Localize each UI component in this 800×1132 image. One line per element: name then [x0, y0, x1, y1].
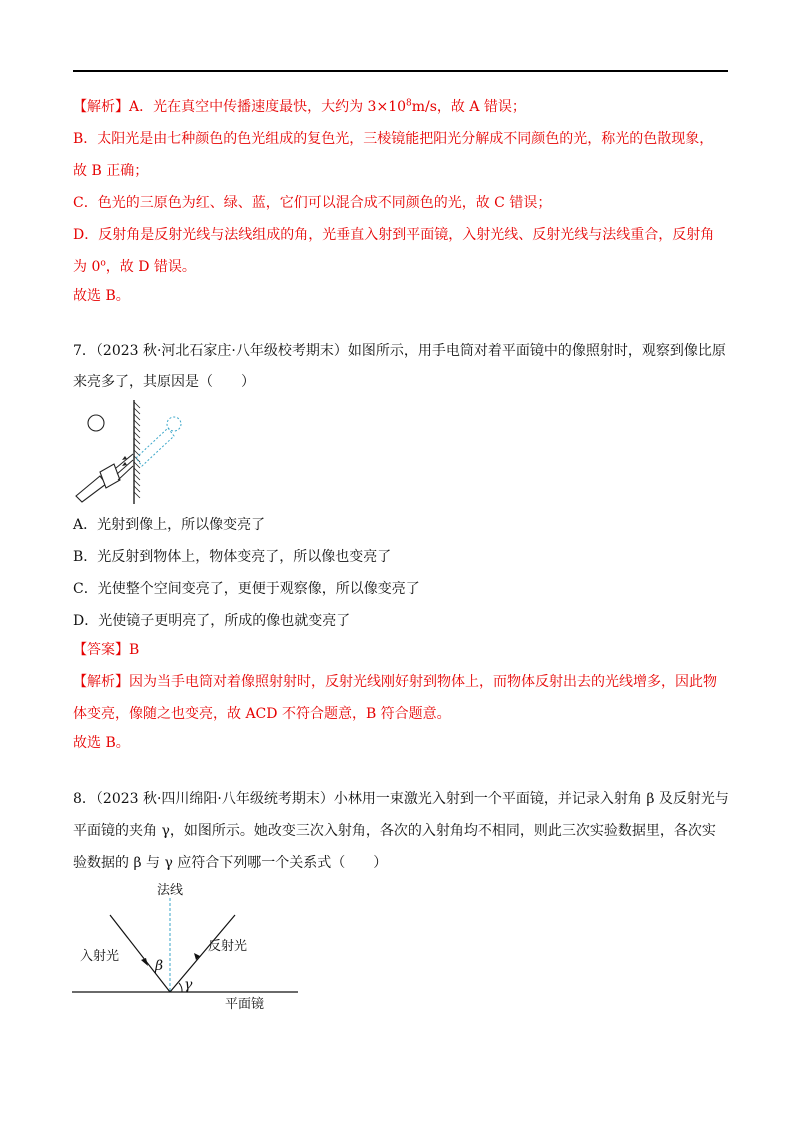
q7-analysis-line1: 【解析】因为当手电筒对着像照射射时，反射光线刚好射到物体上，而物体反射出去的光线增多，因此物: [73, 674, 717, 690]
gamma-label: γ: [184, 977, 193, 993]
q8-stem-line2: 平面镜的夹角 γ，如图所示。她改变三次入射角，各次的入射角均不相同，则此三次实验数据里，各次实: [73, 823, 716, 839]
mirror-label: 平面镜: [225, 997, 265, 1012]
q7-stem-line1: 7．（2023 秋·河北石家庄·八年级校考期末）如图所示，用手电筒对着平面镜中的像照射时，观察到像比原: [73, 343, 726, 359]
object-circle: [88, 415, 104, 431]
q6-analysis-d-line2: 为 0$^o$，故 D 错误。: [73, 258, 196, 275]
beta-label: β: [155, 958, 164, 974]
header-rule: [73, 70, 728, 72]
q8-stem-line1: 8．（2023 秋·四川绵阳·八年级统考期末）小林用一束激光入射到一个平面镜，并记录入射角 β 及反射光与: [73, 791, 729, 807]
q7-figure-flashlight-mirror: [70, 398, 190, 508]
q7-option-d: D．光使镜子更明亮了，所成的像也就变亮了: [73, 613, 351, 629]
q6-conclusion: 故选 B。: [73, 288, 130, 304]
incident-arrow: [141, 958, 148, 966]
q7-stem-line2: 来亮多了，其原因是（ ）: [73, 374, 255, 390]
reflected-label: 反射光: [208, 939, 248, 954]
virtual-image-flashlight: [136, 428, 174, 466]
q7-option-a: A．光射到像上，所以像变亮了: [73, 517, 266, 533]
q7-option-c: C．光使整个空间变亮了，更便于观察像，所以像变亮了: [73, 581, 420, 597]
q8-figure-reflection: [70, 880, 310, 1015]
normal-label: 法线: [157, 883, 184, 898]
q6-analysis-b-line2: 故 B 正确；: [73, 163, 149, 179]
gamma-arc: [179, 983, 182, 992]
q6-analysis-a: 【解析】A．光在真空中传播速度最快，大约为 $3\times 10^8m/s$，故 A 错误；: [73, 98, 526, 115]
flashlight-icon: [76, 464, 120, 502]
reflected-arrow: [194, 953, 200, 960]
mirror-hatching: [134, 402, 140, 498]
incident-label: 入射光: [80, 949, 120, 964]
q6-analysis-b-line1: B．太阳光是由七种颜色的色光组成的复色光，三棱镜能把阳光分解成不同颜色的光，称光的色散现象，: [73, 131, 714, 147]
q7-answer: 【答案】B: [73, 642, 140, 658]
q6-analysis-c: C．色光的三原色为红、绿、蓝，它们可以混合成不同颜色的光，故 C 错误；: [73, 195, 552, 211]
q6-analysis-d-line1: D．反射角是反射光线与法线组成的角，光垂直入射到平面镜，入射光线、反射光线与法线重合，反射角: [73, 227, 715, 243]
q7-option-b: B．光反射到物体上，物体变亮了，所以像也变亮了: [73, 549, 392, 565]
q7-analysis-line2: 体变亮，像随之也变亮，故 ACD 不符合题意，B 符合题意。: [73, 706, 451, 722]
q8-stem-line3: 验数据的 β 与 γ 应符合下列哪一个关系式（ ）: [73, 855, 388, 871]
q7-conclusion: 故选 B。: [73, 735, 130, 751]
